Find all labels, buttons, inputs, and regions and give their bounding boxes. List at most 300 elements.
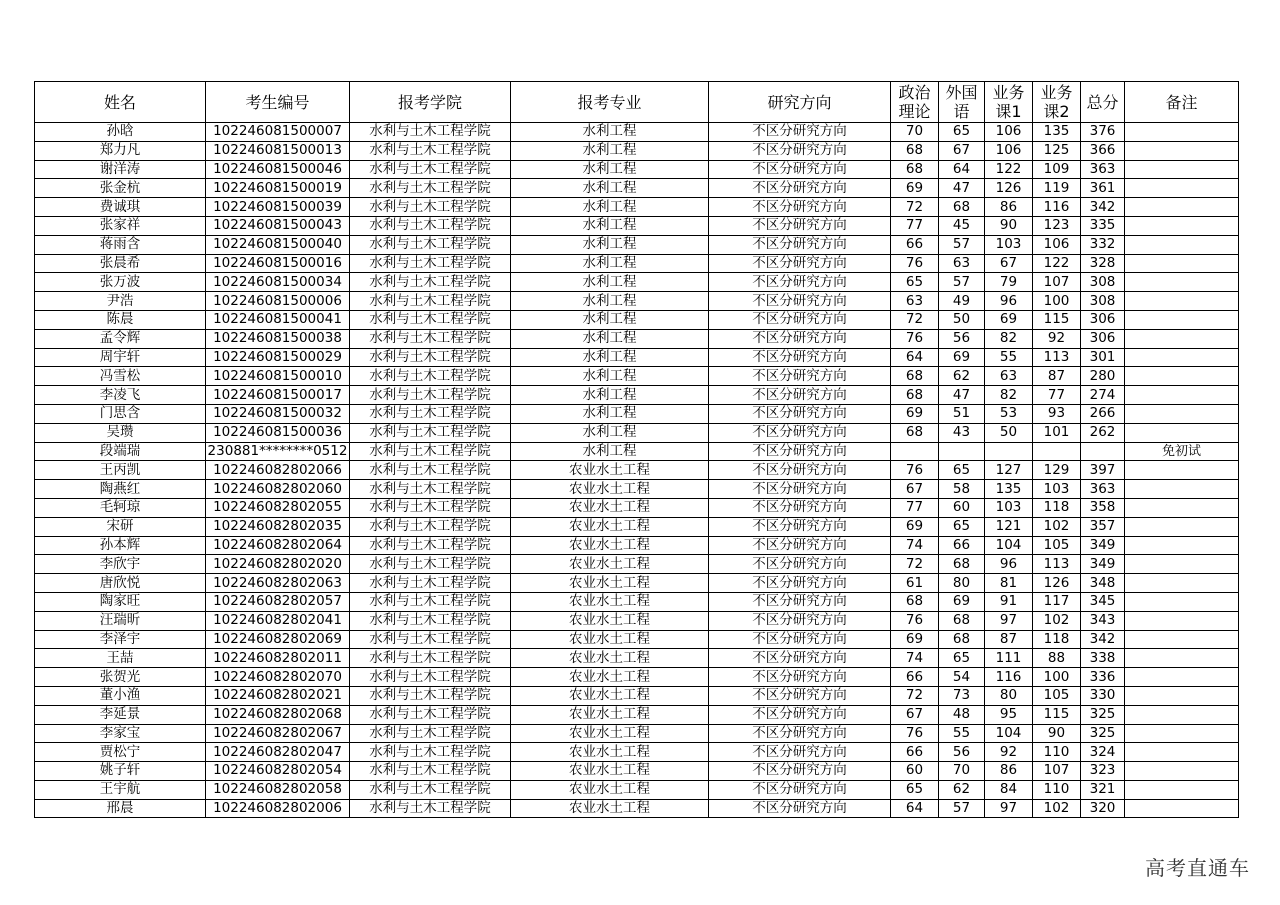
cell-exam-id: 102246081500006 [206,292,350,311]
cell-exam-id: 102246082802066 [206,461,350,480]
cell-politics: 69 [891,630,939,649]
score-table [34,81,1239,818]
cell-course1: 86 [985,198,1033,217]
cell-exam-id: 102246082802069 [206,630,350,649]
cell-major: 水利工程 [511,216,709,235]
cell-college: 水利与土木工程学院 [350,799,511,818]
header-total: 总分 [1081,82,1125,123]
cell-major: 农业水土工程 [511,705,709,724]
cell-course2: 92 [1033,329,1081,348]
cell-remarks [1125,630,1239,649]
table-row [35,762,1239,781]
cell-politics: 77 [891,498,939,517]
cell-direction: 不区分研究方向 [709,216,891,235]
cell-politics: 74 [891,649,939,668]
cell-name: 汪瑞昕 [35,611,206,630]
cell-remarks [1125,724,1239,743]
cell-total: 376 [1081,123,1125,142]
cell-remarks [1125,273,1239,292]
cell-college: 水利与土木工程学院 [350,517,511,536]
cell-course1: 111 [985,649,1033,668]
cell-course1: 91 [985,592,1033,611]
cell-college: 水利与土木工程学院 [350,536,511,555]
cell-name: 王喆 [35,649,206,668]
cell-college: 水利与土木工程学院 [350,292,511,311]
cell-course2: 100 [1033,668,1081,687]
cell-major: 水利工程 [511,386,709,405]
table-row [35,292,1239,311]
cell-name: 张万波 [35,273,206,292]
cell-course2: 125 [1033,141,1081,160]
cell-name: 门思含 [35,404,206,423]
cell-direction: 不区分研究方向 [709,762,891,781]
cell-foreign-language: 49 [939,292,985,311]
cell-major: 水利工程 [511,254,709,273]
cell-remarks [1125,780,1239,799]
cell-exam-id: 102246082802020 [206,555,350,574]
cell-course1: 80 [985,686,1033,705]
cell-name: 贾松宁 [35,743,206,762]
cell-college: 水利与土木工程学院 [350,668,511,687]
cell-direction: 不区分研究方向 [709,611,891,630]
cell-college: 水利与土木工程学院 [350,480,511,499]
cell-name: 李凌飞 [35,386,206,405]
cell-politics: 68 [891,423,939,442]
cell-direction: 不区分研究方向 [709,235,891,254]
table-row [35,442,1239,461]
cell-remarks [1125,686,1239,705]
cell-direction: 不区分研究方向 [709,705,891,724]
cell-major: 水利工程 [511,160,709,179]
cell-college: 水利与土木工程学院 [350,386,511,405]
cell-exam-id: 102246082802068 [206,705,350,724]
cell-college: 水利与土木工程学院 [350,423,511,442]
cell-major: 农业水土工程 [511,592,709,611]
cell-foreign-language: 67 [939,141,985,160]
cell-major: 农业水土工程 [511,611,709,630]
cell-course2: 118 [1033,630,1081,649]
header-college: 报考学院 [350,82,511,123]
table-row [35,198,1239,217]
header-course2: 业务课2 [1033,82,1081,123]
cell-course2: 118 [1033,498,1081,517]
cell-name: 吴瓒 [35,423,206,442]
cell-course2: 102 [1033,799,1081,818]
cell-direction: 不区分研究方向 [709,555,891,574]
cell-college: 水利与土木工程学院 [350,592,511,611]
cell-course1: 84 [985,780,1033,799]
table-row [35,649,1239,668]
cell-course1: 50 [985,423,1033,442]
cell-major: 农业水土工程 [511,630,709,649]
cell-remarks [1125,517,1239,536]
table-row [35,780,1239,799]
cell-direction: 不区分研究方向 [709,780,891,799]
cell-politics: 65 [891,780,939,799]
cell-course2: 135 [1033,123,1081,142]
cell-major: 农业水土工程 [511,668,709,687]
cell-direction: 不区分研究方向 [709,141,891,160]
cell-foreign-language: 68 [939,555,985,574]
table-row [35,254,1239,273]
cell-politics: 68 [891,592,939,611]
cell-remarks [1125,216,1239,235]
cell-direction: 不区分研究方向 [709,329,891,348]
cell-direction: 不区分研究方向 [709,649,891,668]
cell-politics: 67 [891,705,939,724]
cell-course2: 103 [1033,480,1081,499]
cell-name: 郑力凡 [35,141,206,160]
cell-major: 农业水土工程 [511,461,709,480]
cell-course2: 107 [1033,762,1081,781]
cell-college: 水利与土木工程学院 [350,498,511,517]
cell-major: 水利工程 [511,198,709,217]
cell-politics: 61 [891,574,939,593]
cell-college: 水利与土木工程学院 [350,348,511,367]
cell-course2: 122 [1033,254,1081,273]
cell-direction: 不区分研究方向 [709,442,891,461]
cell-remarks [1125,743,1239,762]
cell-total: 335 [1081,216,1125,235]
cell-remarks [1125,705,1239,724]
cell-politics: 67 [891,480,939,499]
cell-major: 农业水土工程 [511,574,709,593]
cell-foreign-language: 56 [939,329,985,348]
cell-politics: 72 [891,198,939,217]
cell-remarks [1125,179,1239,198]
cell-direction: 不区分研究方向 [709,273,891,292]
cell-college: 水利与土木工程学院 [350,254,511,273]
cell-foreign-language: 65 [939,649,985,668]
cell-remarks [1125,404,1239,423]
table-row [35,498,1239,517]
cell-direction: 不区分研究方向 [709,630,891,649]
cell-college: 水利与土木工程学院 [350,555,511,574]
cell-major: 水利工程 [511,367,709,386]
cell-exam-id: 102246082802067 [206,724,350,743]
cell-foreign-language: 62 [939,780,985,799]
cell-name: 毛轲琼 [35,498,206,517]
cell-foreign-language: 66 [939,536,985,555]
table-row [35,705,1239,724]
cell-foreign-language: 48 [939,705,985,724]
cell-college: 水利与土木工程学院 [350,686,511,705]
cell-foreign-language: 57 [939,273,985,292]
table-row [35,386,1239,405]
cell-major: 农业水土工程 [511,780,709,799]
cell-total [1081,442,1125,461]
cell-course2: 115 [1033,310,1081,329]
cell-college: 水利与土木工程学院 [350,780,511,799]
cell-remarks [1125,498,1239,517]
cell-politics: 69 [891,517,939,536]
cell-name: 孟令辉 [35,329,206,348]
cell-total: 320 [1081,799,1125,818]
cell-direction: 不区分研究方向 [709,536,891,555]
cell-course1: 79 [985,273,1033,292]
cell-remarks [1125,480,1239,499]
cell-course1: 104 [985,536,1033,555]
cell-course2: 88 [1033,649,1081,668]
cell-foreign-language: 56 [939,743,985,762]
cell-college: 水利与土木工程学院 [350,724,511,743]
cell-politics: 64 [891,799,939,818]
cell-major: 水利工程 [511,423,709,442]
cell-total: 330 [1081,686,1125,705]
cell-remarks [1125,799,1239,818]
cell-course1: 97 [985,611,1033,630]
cell-direction: 不区分研究方向 [709,668,891,687]
cell-direction: 不区分研究方向 [709,254,891,273]
cell-name: 陈晨 [35,310,206,329]
cell-course1: 97 [985,799,1033,818]
cell-remarks [1125,292,1239,311]
table-row [35,480,1239,499]
cell-course2: 93 [1033,404,1081,423]
cell-major: 水利工程 [511,442,709,461]
cell-remarks [1125,592,1239,611]
cell-politics: 66 [891,743,939,762]
cell-major: 水利工程 [511,123,709,142]
cell-name: 张晨希 [35,254,206,273]
cell-course1: 81 [985,574,1033,593]
cell-course2: 113 [1033,348,1081,367]
cell-course1: 126 [985,179,1033,198]
cell-foreign-language: 43 [939,423,985,442]
cell-college: 水利与土木工程学院 [350,743,511,762]
cell-total: 301 [1081,348,1125,367]
cell-total: 348 [1081,574,1125,593]
cell-remarks [1125,198,1239,217]
cell-major: 水利工程 [511,404,709,423]
cell-total: 266 [1081,404,1125,423]
cell-name: 宋研 [35,517,206,536]
watermark-text: 高考直通车 [1145,856,1250,880]
cell-remarks [1125,574,1239,593]
cell-politics: 68 [891,367,939,386]
cell-course2: 110 [1033,743,1081,762]
cell-course2: 113 [1033,555,1081,574]
cell-remarks [1125,649,1239,668]
cell-course1: 67 [985,254,1033,273]
cell-direction: 不区分研究方向 [709,574,891,593]
table-row [35,799,1239,818]
header-row [35,82,1239,123]
table-row [35,348,1239,367]
cell-total: 361 [1081,179,1125,198]
cell-politics: 66 [891,668,939,687]
cell-course2 [1033,442,1081,461]
cell-direction: 不区分研究方向 [709,724,891,743]
cell-direction: 不区分研究方向 [709,423,891,442]
cell-name: 周宇轩 [35,348,206,367]
cell-major: 农业水土工程 [511,517,709,536]
cell-college: 水利与土木工程学院 [350,141,511,160]
cell-college: 水利与土木工程学院 [350,630,511,649]
cell-foreign-language [939,442,985,461]
cell-name: 孙晗 [35,123,206,142]
cell-total: 306 [1081,310,1125,329]
cell-remarks [1125,367,1239,386]
cell-course2: 90 [1033,724,1081,743]
cell-course1: 92 [985,743,1033,762]
cell-exam-id: 102246082802060 [206,480,350,499]
cell-exam-id: 102246082802035 [206,517,350,536]
cell-exam-id: 102246082802006 [206,799,350,818]
cell-course1 [985,442,1033,461]
cell-total: 345 [1081,592,1125,611]
cell-course2: 87 [1033,367,1081,386]
cell-name: 陶燕红 [35,480,206,499]
cell-major: 水利工程 [511,310,709,329]
cell-course2: 105 [1033,536,1081,555]
cell-total: 397 [1081,461,1125,480]
cell-name: 张贺光 [35,668,206,687]
cell-politics: 76 [891,254,939,273]
cell-direction: 不区分研究方向 [709,480,891,499]
cell-exam-id: 102246081500036 [206,423,350,442]
cell-direction: 不区分研究方向 [709,592,891,611]
cell-direction: 不区分研究方向 [709,292,891,311]
cell-exam-id: 102246081500038 [206,329,350,348]
cell-name: 谢洋涛 [35,160,206,179]
cell-total: 343 [1081,611,1125,630]
cell-exam-id: 102246081500034 [206,273,350,292]
cell-major: 水利工程 [511,329,709,348]
cell-direction: 不区分研究方向 [709,123,891,142]
cell-foreign-language: 63 [939,254,985,273]
cell-college: 水利与土木工程学院 [350,367,511,386]
cell-course1: 106 [985,123,1033,142]
cell-remarks [1125,762,1239,781]
table-row [35,179,1239,198]
cell-politics: 69 [891,179,939,198]
cell-name: 邢晨 [35,799,206,818]
cell-politics: 68 [891,160,939,179]
cell-major: 农业水土工程 [511,649,709,668]
cell-foreign-language: 70 [939,762,985,781]
cell-name: 蒋雨含 [35,235,206,254]
cell-name: 冯雪松 [35,367,206,386]
cell-foreign-language: 62 [939,367,985,386]
table-header [35,82,1239,123]
cell-foreign-language: 45 [939,216,985,235]
cell-major: 水利工程 [511,141,709,160]
cell-direction: 不区分研究方向 [709,686,891,705]
cell-course1: 82 [985,386,1033,405]
cell-total: 323 [1081,762,1125,781]
cell-course2: 109 [1033,160,1081,179]
cell-exam-id: 230881********0512 [206,442,350,461]
cell-course2: 77 [1033,386,1081,405]
cell-exam-id: 102246082802054 [206,762,350,781]
cell-exam-id: 102246082802063 [206,574,350,593]
cell-course1: 95 [985,705,1033,724]
cell-direction: 不区分研究方向 [709,461,891,480]
cell-politics: 65 [891,273,939,292]
cell-foreign-language: 64 [939,160,985,179]
cell-course1: 86 [985,762,1033,781]
header-remarks: 备注 [1125,82,1239,123]
cell-course1: 82 [985,329,1033,348]
cell-exam-id: 102246081500040 [206,235,350,254]
header-course1: 业务课1 [985,82,1033,123]
table-row [35,160,1239,179]
cell-college: 水利与土木工程学院 [350,216,511,235]
cell-course2: 101 [1033,423,1081,442]
cell-college: 水利与土木工程学院 [350,649,511,668]
cell-foreign-language: 57 [939,235,985,254]
cell-politics: 72 [891,686,939,705]
cell-major: 水利工程 [511,273,709,292]
cell-name: 段端瑞 [35,442,206,461]
cell-name: 李延景 [35,705,206,724]
table-row [35,517,1239,536]
cell-foreign-language: 47 [939,179,985,198]
table-row [35,461,1239,480]
cell-course1: 104 [985,724,1033,743]
table-body [35,123,1239,818]
cell-exam-id: 102246082802011 [206,649,350,668]
cell-politics: 70 [891,123,939,142]
cell-politics: 72 [891,555,939,574]
cell-major: 农业水土工程 [511,555,709,574]
cell-foreign-language: 60 [939,498,985,517]
cell-college: 水利与土木工程学院 [350,235,511,254]
cell-major: 农业水土工程 [511,799,709,818]
cell-exam-id: 102246081500016 [206,254,350,273]
cell-exam-id: 102246081500017 [206,386,350,405]
cell-direction: 不区分研究方向 [709,348,891,367]
cell-exam-id: 102246082802021 [206,686,350,705]
cell-college: 水利与土木工程学院 [350,762,511,781]
cell-foreign-language: 54 [939,668,985,687]
cell-college: 水利与土木工程学院 [350,329,511,348]
cell-total: 274 [1081,386,1125,405]
cell-exam-id: 102246081500041 [206,310,350,329]
cell-total: 324 [1081,743,1125,762]
cell-foreign-language: 68 [939,198,985,217]
cell-name: 张家祥 [35,216,206,235]
cell-politics: 76 [891,461,939,480]
cell-exam-id: 102246082802055 [206,498,350,517]
cell-total: 308 [1081,273,1125,292]
cell-foreign-language: 69 [939,348,985,367]
cell-college: 水利与土木工程学院 [350,461,511,480]
cell-exam-id: 102246081500043 [206,216,350,235]
cell-total: 308 [1081,292,1125,311]
cell-exam-id: 102246082802041 [206,611,350,630]
cell-total: 328 [1081,254,1125,273]
header-exam-id: 考生编号 [206,82,350,123]
table-row [35,611,1239,630]
table-row [35,273,1239,292]
cell-direction: 不区分研究方向 [709,498,891,517]
table-row [35,555,1239,574]
cell-college: 水利与土木工程学院 [350,705,511,724]
cell-major: 农业水土工程 [511,536,709,555]
cell-remarks [1125,310,1239,329]
cell-college: 水利与土木工程学院 [350,310,511,329]
cell-course2: 105 [1033,686,1081,705]
cell-remarks [1125,235,1239,254]
cell-course2: 129 [1033,461,1081,480]
cell-direction: 不区分研究方向 [709,386,891,405]
cell-politics: 63 [891,292,939,311]
cell-college: 水利与土木工程学院 [350,123,511,142]
cell-direction: 不区分研究方向 [709,179,891,198]
cell-course1: 103 [985,498,1033,517]
